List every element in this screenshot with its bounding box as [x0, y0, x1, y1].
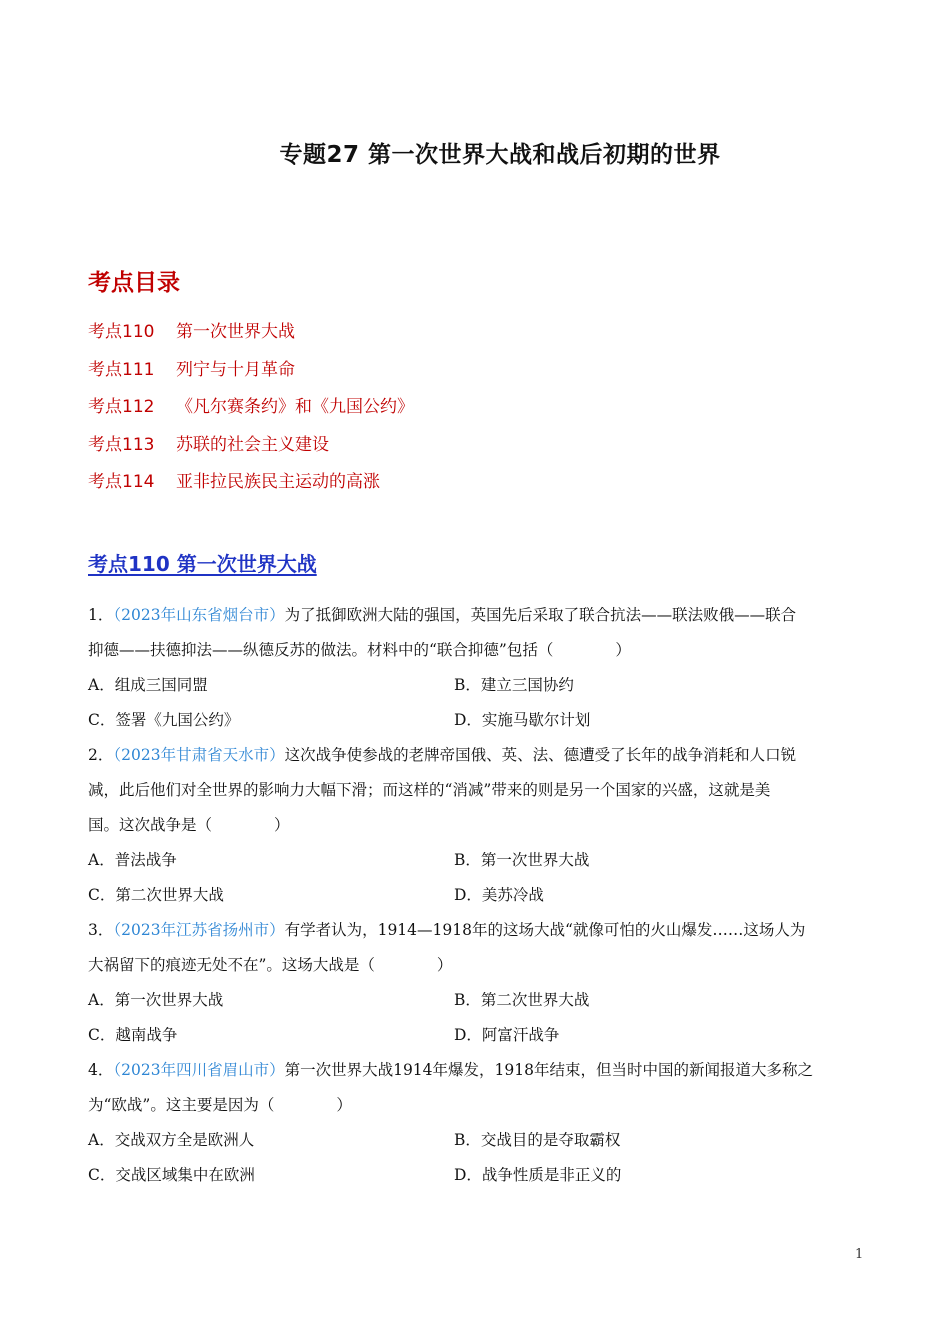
- option-d[interactable]: D．美苏冷战: [454, 886, 544, 904]
- toc-item-code: 考点113: [88, 434, 155, 455]
- toc-heading: 考点目录: [88, 270, 180, 296]
- question-item: [88, 913, 863, 1053]
- option-group: [88, 983, 863, 1053]
- option-d[interactable]: D．战争性质是非正义的: [454, 1166, 622, 1184]
- question-number: 4．: [88, 1061, 114, 1079]
- option-a[interactable]: A．普法战争: [88, 851, 177, 869]
- option-c[interactable]: C．交战区域集中在欧洲: [88, 1166, 255, 1184]
- toc-item[interactable]: [88, 394, 414, 432]
- toc-item-code: 考点110: [88, 322, 155, 342]
- option-c[interactable]: C．签署《九国公约》: [88, 711, 240, 729]
- option-a[interactable]: A．交战双方全是欧洲人: [88, 1131, 255, 1149]
- option-d[interactable]: D．阿富汗战争: [454, 1026, 560, 1044]
- question-text-line: 为了抵御欧洲大陆的强国，英国先后采取了联合抗法——联法败俄——联合: [284, 606, 797, 624]
- section-heading-link[interactable]: 考点110 第一次世界大战: [88, 552, 317, 576]
- question-text-line: 大祸留下的痕迹无处不在”。这场大战是（ ）: [88, 956, 453, 974]
- question-text-line: 减，此后他们对全世界的影响力大幅下滑；而这样的“消减”带来的则是另一个国家的兴盛，这就是美: [88, 781, 771, 799]
- question-source: （2023年江苏省扬州市）: [113, 921, 285, 939]
- toc-item-label: 苏联的社会主义建设: [176, 434, 329, 455]
- question-list: [88, 598, 863, 1193]
- question-text-line: 为“欧战”。这主要是因为（ ）: [88, 1096, 352, 1114]
- option-b[interactable]: B．建立三国协约: [454, 676, 574, 694]
- toc-item[interactable]: [88, 357, 414, 395]
- option-group: [88, 843, 863, 913]
- option-a[interactable]: A．组成三国同盟: [88, 676, 208, 694]
- question-item: [88, 1053, 863, 1193]
- question-item: [88, 598, 863, 738]
- page-number: 1: [855, 1247, 864, 1262]
- toc-item-label: 《凡尔赛条约》和《九国公约》: [176, 397, 414, 417]
- question-number: 3．: [88, 921, 114, 939]
- toc-item[interactable]: [88, 469, 414, 507]
- toc-item-code: 考点111: [88, 359, 155, 380]
- toc-item-label: 第一次世界大战: [176, 322, 295, 342]
- option-d[interactable]: D．实施马歇尔计划: [454, 711, 591, 729]
- question-text-line: 这次战争使参战的老牌帝国俄、英、法、德遭受了长年的战争消耗和人口锐: [284, 746, 797, 764]
- option-b[interactable]: B．第二次世界大战: [454, 991, 590, 1009]
- option-c[interactable]: C．第二次世界大战: [88, 886, 224, 904]
- question-item: [88, 738, 863, 913]
- toc-item-code: 考点114: [88, 472, 155, 492]
- toc-item[interactable]: [88, 319, 414, 357]
- page-title: 专题27 第一次世界大战和战后初期的世界: [279, 142, 721, 168]
- question-text-line: 有学者认为，1914—1918年的这场大战“就像可怕的火山爆发……这场人为: [284, 921, 806, 939]
- option-c[interactable]: C．越南战争: [88, 1026, 178, 1044]
- question-text-line: 抑德——扶德抑法——纵德反苏的做法。材料中的“联合抑德”包括（ ）: [88, 641, 631, 659]
- question-source: （2023年山东省烟台市）: [113, 606, 285, 624]
- question-number: 1．: [88, 606, 114, 624]
- question-text-line: 国。这次战争是（ ）: [88, 816, 290, 834]
- question-source: （2023年甘肃省天水市）: [113, 746, 285, 764]
- option-b[interactable]: B．交战目的是夺取霸权: [454, 1131, 621, 1149]
- toc-list: [88, 319, 414, 507]
- question-stem: [88, 1053, 863, 1088]
- toc-item[interactable]: [88, 432, 414, 470]
- question-source: （2023年四川省眉山市）: [113, 1061, 285, 1079]
- question-stem: [88, 913, 863, 948]
- question-stem: [88, 738, 863, 773]
- toc-item-label: 列宁与十月革命: [176, 359, 295, 380]
- question-stem: [88, 598, 863, 633]
- option-group: [88, 1123, 863, 1193]
- question-text-line: 第一次世界大战1914年爆发，1918年结束，但当时中国的新闻报道大多称之: [284, 1061, 813, 1079]
- question-number: 2．: [88, 746, 114, 764]
- toc-item-code: 考点112: [88, 397, 155, 417]
- option-group: [88, 668, 863, 738]
- option-b[interactable]: B．第一次世界大战: [454, 851, 590, 869]
- option-a[interactable]: A．第一次世界大战: [88, 991, 224, 1009]
- toc-item-label: 亚非拉民族民主运动的高涨: [176, 472, 380, 492]
